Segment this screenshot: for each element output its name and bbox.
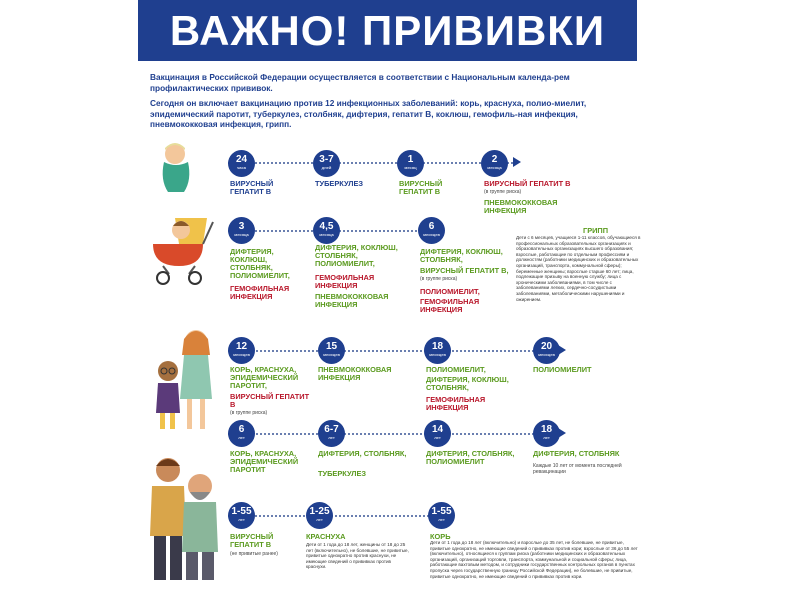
age-badge: 1-25 лет xyxy=(306,502,333,529)
vaccine-label: ВИРУСНЫЙ ГЕПАТИТ В xyxy=(484,179,571,188)
vaccine-label: ПОЛИОМИЕЛИТ, xyxy=(426,365,486,374)
vaccine-note: Каждые 10 лет от момента последней ревакцинации xyxy=(533,463,622,475)
age-badge: 14 лет xyxy=(424,420,451,447)
age-badge: 18 лет xyxy=(533,420,560,447)
age-badge: 4,5 месяца xyxy=(313,217,340,244)
vaccine-label: ПНЕВМОКОККОВАЯ ИНФЕКЦИЯ xyxy=(484,198,558,215)
vaccine-label: ДИФТЕРИЯ, КОКЛЮШ, СТОЛБНЯК, ПОЛИОМИЕЛИТ, xyxy=(315,243,398,268)
page-title: ВАЖНО! ПРИВИВКИ xyxy=(169,7,606,54)
row5-timeline xyxy=(228,515,453,517)
intro-paragraph-2: Сегодня он включает вакцинацию против 12 инфекционных заболеваний: корь, краснуха, полио-миелит, эпидемический паротит, туберкулез, столбняк, дифтерия, гепатит В, коклюш, гемофиль-ная инфекция, пневмококковая инфекция, грипп. xyxy=(150,98,587,129)
vaccine-label: ВИРУСНЫЙ ГЕПАТИТ В xyxy=(230,392,310,409)
age-badge: 24 часа xyxy=(228,150,255,177)
flu-description: Дети с 6 месяцев, учащиеся 1-11 классов, обучающиеся в профессиональных образовательных организациях и образовательных организациях высшего образования; взрослые, работающие по отдельным профессиям и должностям (работники медицинских и образовательных организаций, транспорта, коммунальной сферы); беременные женщины; взрослые старше 60 лет; лица, подлежащие призыву на военную службу; лица с хроническими заболеваниями, в том числе с заболеваниями легких, сердечно-сосудистыми заболеваниями, метаболическими нарушениями и ожирением. xyxy=(516,235,641,302)
age-badge: 2 месяца xyxy=(481,150,508,177)
vaccine-label: ДИФТЕРИЯ, КОКЛЮШ, СТОЛБНЯК, xyxy=(420,247,503,264)
intro-text xyxy=(150,72,640,135)
vaccine-label: ВИРУСНЫЙ ГЕПАТИТ В xyxy=(230,179,274,196)
age-badge: 1 месяц xyxy=(397,150,424,177)
vaccine-label: КРАСНУХА xyxy=(306,532,346,541)
age-badge: 20 месяцев xyxy=(533,337,560,364)
vaccine-note: Дети от 1 года до 18 лет (включительно) и взрослые до 35 лет, не болевшие, не привитые, привитые однократно, не имеющие сведений о прививках против кори; взрослые от 36 до 55 лет (включительно), относящиеся к группам риска (работники медицинских и образовательных организаций, организаций торговли, транспорта, коммунальной и социальной сферы; лица, работающие вахтовым методом, и сотрудники государственных контрольных органов в пунктах пропуска через государственную границу Российской Федерации), не болевшие, не привитые, привитые однократно, не имеющие сведений о прививках против кори. xyxy=(430,540,638,579)
vaccine-label: ВИРУСНЫЙ ГЕПАТИТ В xyxy=(230,532,274,549)
age-badge: 1-55 лет xyxy=(228,502,255,529)
age-badge: 3 месяца xyxy=(228,217,255,244)
row4-timeline xyxy=(228,433,558,435)
vaccine-label: ДИФТЕРИЯ, КОКЛЮШ, СТОЛБНЯК, ПОЛИОМИЕЛИТ, xyxy=(230,247,290,280)
vaccine-label: ГЕМОФИЛЬНАЯ ИНФЕКЦИЯ xyxy=(426,395,486,412)
age-badge: 3-7 дней xyxy=(313,150,340,177)
vaccine-label: ДИФТЕРИЯ, СТОЛБНЯК, ПОЛИОМИЕЛИТ xyxy=(426,449,515,466)
adults-icon xyxy=(148,452,222,582)
vaccine-label: ВИРУСНЫЙ ГЕПАТИТ В, xyxy=(420,266,509,275)
vaccine-note: (в группе риска) xyxy=(230,410,268,416)
vaccine-label: ГЕМОФИЛЬНАЯ ИНФЕКЦИЯ xyxy=(420,297,480,314)
vaccine-label: КОРЬ, КРАСНУХА, ЭПИДЕМИЧЕСКИЙ ПАРОТИТ xyxy=(230,449,299,474)
vaccine-label: ПОЛИОМИЕЛИТ, xyxy=(420,287,480,296)
age-badge: 12 месяцев xyxy=(228,337,255,364)
vaccine-label: ДИФТЕРИЯ, СТОЛБНЯК xyxy=(533,449,620,458)
child-and-mother-icon xyxy=(150,325,216,435)
vaccine-label: КОРЬ, КРАСНУХА, ЭПИДЕМИЧЕСКИЙ ПАРОТИТ, xyxy=(230,365,299,390)
age-badge: 6 месяцев xyxy=(418,217,445,244)
age-badge: 6 лет xyxy=(228,420,255,447)
age-badge: 1-55 лет xyxy=(428,502,455,529)
vaccine-label: КОРЬ xyxy=(430,532,451,541)
newborn-baby-icon xyxy=(158,140,194,196)
vaccine-label: ДИФТЕРИЯ, СТОЛБНЯК, xyxy=(318,449,407,458)
vaccine-label: ГЕМОФИЛЬНАЯ ИНФЕКЦИЯ xyxy=(315,273,375,290)
age-badge: 6-7 лет xyxy=(318,420,345,447)
vaccine-label: ДИФТЕРИЯ, КОКЛЮШ, СТОЛБНЯК, xyxy=(426,375,509,392)
vaccine-label: ПНЕВМОКОККОВАЯ ИНФЕКЦИЯ xyxy=(315,292,389,309)
row1-timeline xyxy=(228,162,513,164)
age-badge: 18 месяцев xyxy=(424,337,451,364)
title-banner xyxy=(138,0,637,61)
baby-stroller-icon xyxy=(145,208,217,286)
vaccine-note: Дети от 1 года до 18 лет, женщины от 18 до 25 лет (включительно), не болевшие, не привитые, привитые однократно против краснухи, не имеющие сведений о прививках против краснухи. xyxy=(306,542,409,570)
vaccine-label: ВИРУСНЫЙ ГЕПАТИТ В xyxy=(399,179,443,196)
vaccine-label: ТУБЕРКУЛЕЗ xyxy=(315,179,364,188)
intro-paragraph-1: Вакцинация в Российской Федерации осуществляется в соответствии с Национальным календа-рем профилактических прививок. xyxy=(150,72,570,93)
vaccine-label: ПОЛИОМИЕЛИТ xyxy=(533,365,592,374)
flu-title: ГРИПП xyxy=(583,226,609,235)
vaccine-label: ТУБЕРКУЛЕЗ xyxy=(318,469,367,478)
age-badge: 15 месяцев xyxy=(318,337,345,364)
vaccine-label: ГЕМОФИЛЬНАЯ ИНФЕКЦИЯ xyxy=(230,284,290,301)
vaccine-note: (в группе риска) xyxy=(420,276,458,282)
vaccine-label: ПНЕВМОКОККОВАЯ ИНФЕКЦИЯ xyxy=(318,365,392,382)
row1-arrow-icon xyxy=(513,157,521,167)
vaccine-note: (не привитые ранее) xyxy=(230,551,278,557)
row3-timeline xyxy=(228,350,558,352)
vaccine-note: (в группе риска) xyxy=(484,189,522,195)
